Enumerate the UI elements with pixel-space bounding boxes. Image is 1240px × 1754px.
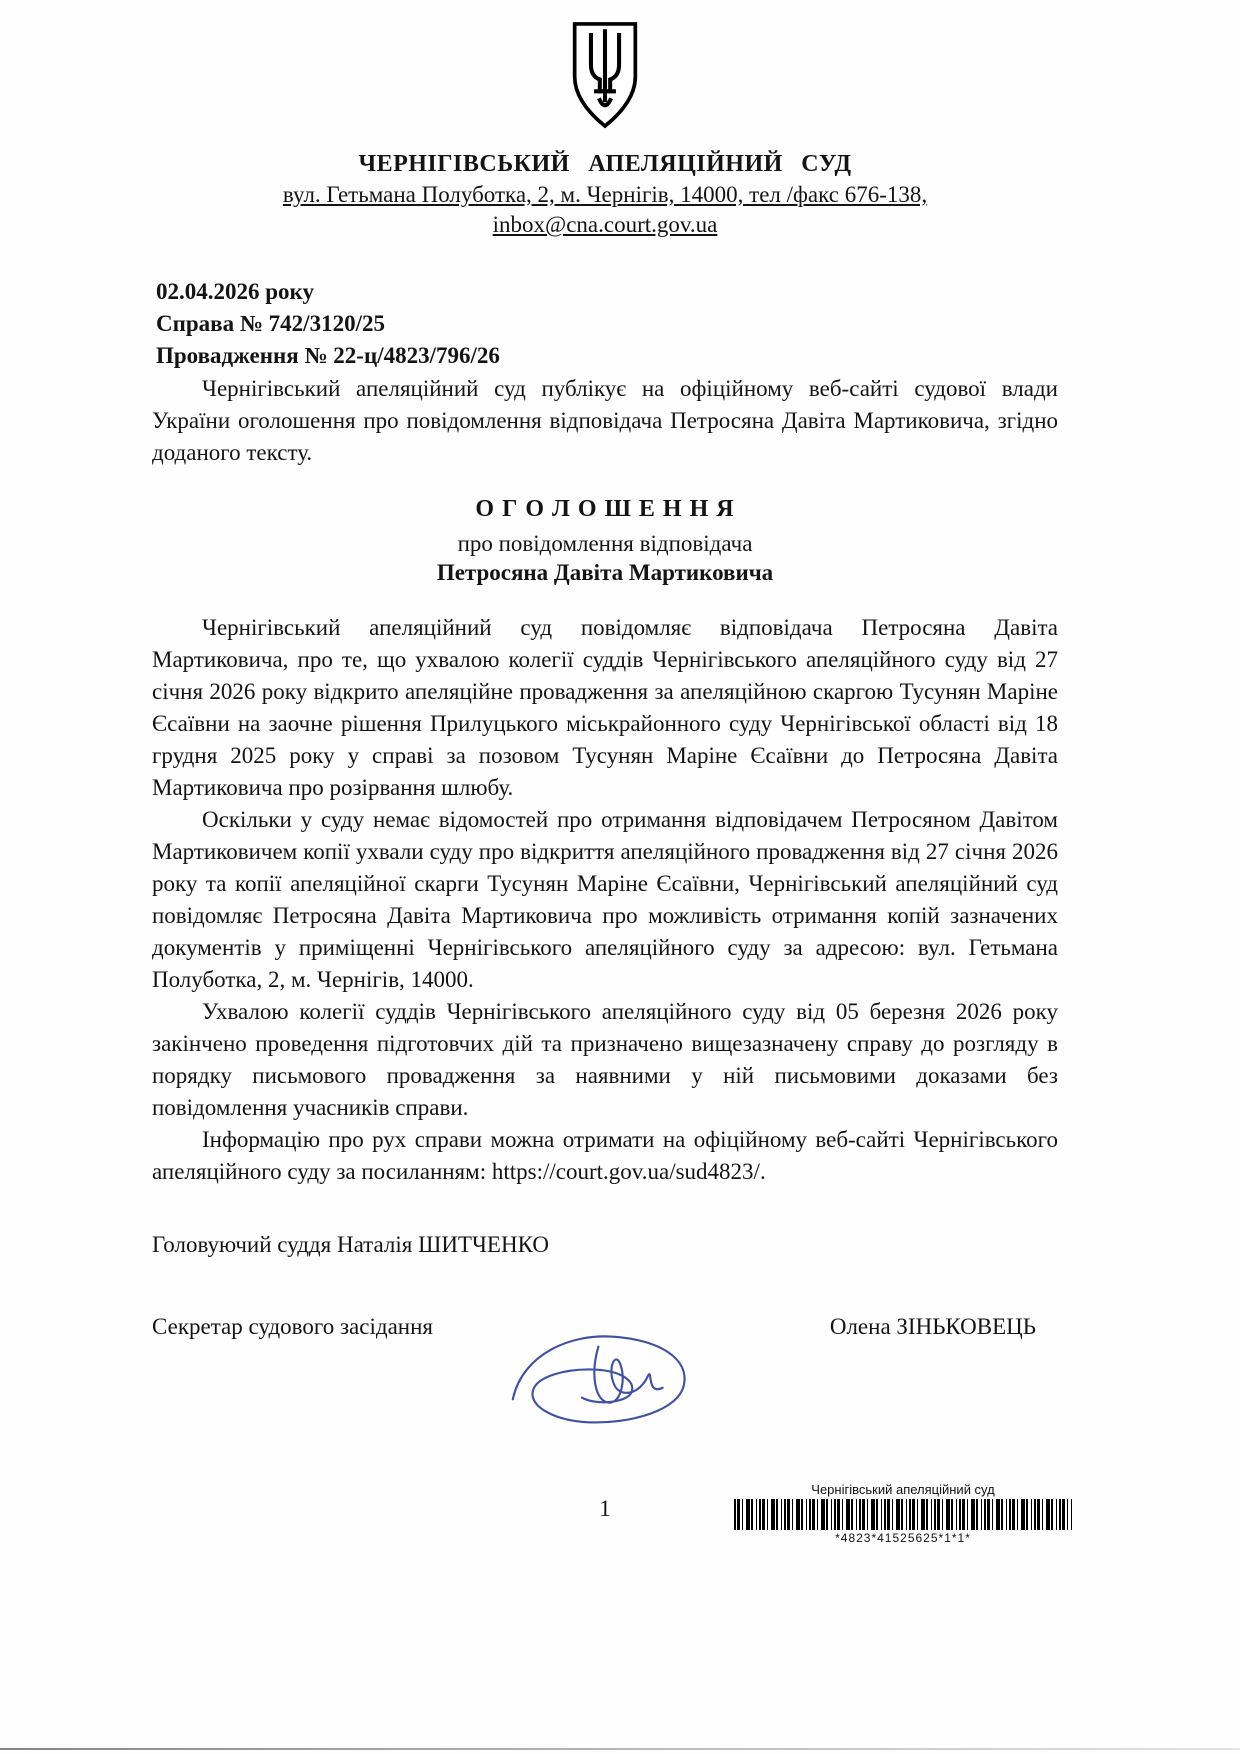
document-date: 02.04.2026 року bbox=[156, 279, 314, 304]
announcement-subtitle: про повідомлення відповідача bbox=[457, 531, 753, 557]
proceeding-number: Провадження № 22-ц/4823/796/26 bbox=[156, 343, 500, 369]
judge-signature-line: Головуючий суддя Наталія ШИТЧЕНКО bbox=[152, 1231, 549, 1257]
ukraine-trident-coat-of-arms-icon bbox=[568, 117, 642, 134]
document-content bbox=[152, 16, 1058, 1340]
body-paragraph-1: Чернігівський апеляційний суд повідомляє відповідача Петросяна Давіта Мартиковича, про те, що ухвалою колегії суддів Чернігівського апеляційного суду від 27 січня 2026 року відкрито апеляційне провадження за апеляційною скаргою Тусунян Маріне Єсаївни на заочне рішення Прилуцького міськрайонного суду Чернігівської області від 18 грудня 2025 року у справі за позовом Тусунян Маріне Єсаївни до Петросяна Давіта Мартиковича про розірвання шлюбу. bbox=[152, 615, 1058, 801]
secretary-label: Секретар судового засідання bbox=[152, 1313, 433, 1339]
page-number: 1 bbox=[599, 1496, 611, 1521]
case-meta-block bbox=[152, 276, 1058, 373]
court-address: вул. Гетьмана Полуботка, 2, м. Чернігів, 14000, тел /факс 676-138, bbox=[282, 182, 928, 207]
secretary-name: Олена ЗІНЬКОВЕЦЬ bbox=[829, 1313, 1036, 1339]
body-paragraph-3: Ухвалою колегії суддів Чернігівського апеляційного суду від 05 березня 2026 року закінчено проведення підготовчих дій та призначено вищезазначену справу до розгляду в порядку письмового провадження за наявними у ній письмовими доказами без повідомлення учасників справи. bbox=[152, 999, 1058, 1120]
case-number: Справа № 742/3120/25 bbox=[156, 311, 385, 337]
intro-paragraph: Чернігівський апеляційний суд публікує на офіційному веб-сайті судової влади України оголошення про повідомлення відповідача Петросяна Давіта Мартиковича, згідно доданого тексту. bbox=[152, 375, 1058, 465]
emblem-wrap bbox=[152, 16, 1058, 135]
announcement-respondent: Петросяна Давіта Мартиковича bbox=[436, 560, 774, 586]
scan-edge-artifact bbox=[0, 1748, 1240, 1750]
court-name: ЧЕРНІГІВСЬКИЙ АПЕЛЯЦІЙНИЙ СУД bbox=[358, 151, 852, 177]
announcement-heading bbox=[152, 496, 1058, 586]
body-paragraph-4: Інформацію про рух справи можна отримати на офіційному веб-сайті Чернігівського апеляційного суду за посиланням: https://court.gov.ua/sud4823/. bbox=[152, 1126, 1058, 1184]
barcode-code: *4823*41525625*1*1* bbox=[835, 1531, 971, 1545]
handwritten-signature-ink bbox=[498, 1316, 712, 1453]
barcode-title: Чернігівський апеляційний суд bbox=[811, 1482, 995, 1497]
court-email: inbox@cna.court.gov.ua bbox=[492, 212, 718, 237]
body-paragraph-2: Оскільки у суду немає відомостей про отримання відповідачем Петросяном Давітом Мартиковичем копії ухвали суду про відкриття апеляційного провадження від 27 січня 2026 року та копії апеляційної скарги Тусунян Маріне Єсаївни, Чернігівський апеляційний суд повідомляє Петросяна Давіта Мартиковича про можливість отримання копій зазначених документів у приміщенні Чернігівського апеляційного суду за адресою: вул. Гетьмана Полуботка, 2, м. Чернігів, 14000. bbox=[152, 807, 1058, 993]
announcement-title: О Г О Л О Ш Е Н Н Я bbox=[475, 496, 735, 523]
